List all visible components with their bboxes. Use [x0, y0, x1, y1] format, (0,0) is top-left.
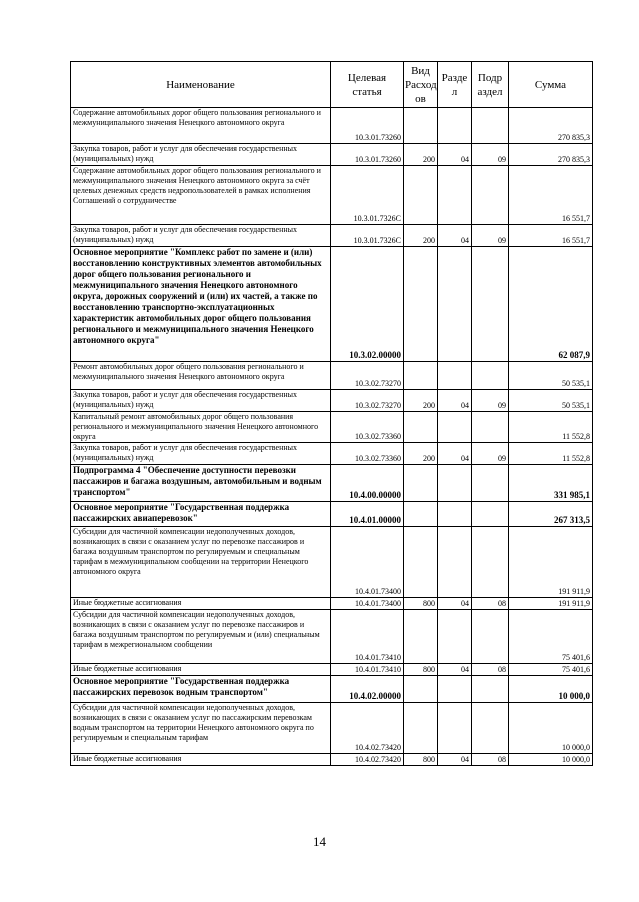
table-row [71, 754, 593, 766]
row-section [438, 166, 472, 225]
row-section: 04 [438, 390, 472, 412]
table-row [71, 527, 593, 598]
row-expense-type: 800 [404, 598, 438, 610]
row-name: Содержание автомобильных дорог общего пользования регионального и межмуниципального значения Ненецкого автономного округа за счёт целевых денежных средств недропользователей в рамках исполнения Соглашений о сотрудничестве [71, 166, 331, 225]
row-expense-type [404, 166, 438, 225]
table-row [71, 144, 593, 166]
row-name: Иные бюджетные ассигнования [71, 598, 331, 610]
row-name: Субсидии для частичной компенсации недополученных доходов, возникающих в связи с оказанием услуг по перевозке пассажиров и багажа воздушным транспортом по регулируемым и (или) специальным тарифам в межрегиональном сообщении [71, 610, 331, 664]
table-row [71, 166, 593, 225]
row-amount: 331 985,1 [509, 465, 593, 502]
row-amount: 75 401,6 [509, 664, 593, 676]
row-target: 10.4.01.73410 [331, 664, 404, 676]
table-row [71, 598, 593, 610]
row-section: 04 [438, 598, 472, 610]
row-target: 10.4.00.00000 [331, 465, 404, 502]
row-section: 04 [438, 443, 472, 465]
row-subsection [472, 108, 509, 144]
row-section [438, 527, 472, 598]
row-expense-type [404, 247, 438, 362]
row-expense-type [404, 676, 438, 703]
row-target: 10.4.01.00000 [331, 502, 404, 527]
row-target: 10.4.01.73410 [331, 610, 404, 664]
row-section [438, 362, 472, 390]
row-name: Закупка товаров, работ и услуг для обеспечения государственных (муниципальных) нужд [71, 144, 331, 166]
row-expense-type: 200 [404, 144, 438, 166]
row-target: 10.4.02.73420 [331, 703, 404, 754]
row-amount: 16 551,7 [509, 166, 593, 225]
table-row [71, 610, 593, 664]
table-row [71, 443, 593, 465]
row-expense-type: 800 [404, 664, 438, 676]
row-expense-type [404, 465, 438, 502]
row-subsection [472, 527, 509, 598]
row-subsection [472, 502, 509, 527]
row-expense-type [404, 527, 438, 598]
row-subsection [472, 412, 509, 443]
row-section: 04 [438, 225, 472, 247]
row-subsection: 08 [472, 598, 509, 610]
row-amount: 10 000,0 [509, 703, 593, 754]
row-amount: 10 000,0 [509, 676, 593, 703]
row-section [438, 465, 472, 502]
row-name: Закупка товаров, работ и услуг для обеспечения государственных (муниципальных) нужд [71, 390, 331, 412]
row-target: 10.4.02.00000 [331, 676, 404, 703]
row-expense-type [404, 502, 438, 527]
row-target: 10.3.01.7326С [331, 166, 404, 225]
row-name: Содержание автомобильных дорог общего пользования регионального и межмуниципального значения Ненецкого автономного округа [71, 108, 331, 144]
row-expense-type [404, 610, 438, 664]
row-section [438, 610, 472, 664]
table-row [71, 247, 593, 362]
row-target: 10.4.01.73400 [331, 598, 404, 610]
row-subsection [472, 610, 509, 664]
row-subsection: 09 [472, 443, 509, 465]
table-body [71, 108, 593, 766]
row-subsection: 09 [472, 225, 509, 247]
row-target: 10.3.02.73360 [331, 443, 404, 465]
row-name: Субсидии для частичной компенсации недополученных доходов, возникающих в связи с оказанием услуг по пассажирским перевозкам водным транспортом на территории Ненецкого автономного округа по регулируемым и специальным тарифам [71, 703, 331, 754]
header-target: Целевая статья [331, 62, 404, 108]
row-section: 04 [438, 664, 472, 676]
row-subsection: 09 [472, 390, 509, 412]
table-row [71, 465, 593, 502]
row-expense-type [404, 362, 438, 390]
table-row [71, 390, 593, 412]
row-section: 04 [438, 144, 472, 166]
row-section [438, 676, 472, 703]
row-subsection [472, 166, 509, 225]
row-target: 10.3.02.73270 [331, 390, 404, 412]
row-expense-type: 200 [404, 390, 438, 412]
row-target: 10.3.01.73260 [331, 108, 404, 144]
row-expense-type: 200 [404, 443, 438, 465]
table-header-row [71, 62, 593, 108]
row-subsection [472, 676, 509, 703]
row-subsection: 09 [472, 144, 509, 166]
row-name: Основное мероприятие "Государственная поддержка пассажирских перевозок водным транспортом" [71, 676, 331, 703]
row-name: Капитальный ремонт автомобильных дорог общего пользования регионального и межмуниципального значения Ненецкого автономного округа [71, 412, 331, 443]
row-expense-type [404, 412, 438, 443]
row-target: 10.3.02.73270 [331, 362, 404, 390]
page-number: 14 [313, 834, 326, 849]
budget-table [70, 61, 593, 766]
row-section [438, 412, 472, 443]
row-expense-type: 200 [404, 225, 438, 247]
row-name: Закупка товаров, работ и услуг для обеспечения государственных (муниципальных) нужд [71, 225, 331, 247]
row-subsection: 08 [472, 754, 509, 766]
row-name: Подпрограмма 4 "Обеспечение доступности перевозки пассажиров и багажа воздушным, автомобильным и водным транспортом" [71, 465, 331, 502]
table-row [71, 108, 593, 144]
row-amount: 270 835,3 [509, 144, 593, 166]
row-name: Основное мероприятие "Государственная поддержка пассажирских авиаперевозок" [71, 502, 331, 527]
row-amount: 191 911,9 [509, 598, 593, 610]
row-amount: 11 552,8 [509, 412, 593, 443]
table-row [71, 664, 593, 676]
table-row [71, 362, 593, 390]
row-section [438, 247, 472, 362]
row-name: Основное мероприятие "Комплекс работ по замене и (или) восстановлению конструктивных элементов автомобильных дорог общего пользования регионального и межмуниципального значения Ненецкого автономного округа, дорожных сооружений и (или) их частей, а также по восстановлению транспортно-эксплуатационных характеристик автомобильных дорог общего пользования регионального и межмуниципального значения Ненецкого автономного округа" [71, 247, 331, 362]
row-name: Иные бюджетные ассигнования [71, 754, 331, 766]
row-target: 10.3.02.00000 [331, 247, 404, 362]
header-name: Наименование [71, 62, 331, 108]
row-target: 10.4.01.73400 [331, 527, 404, 598]
row-section [438, 703, 472, 754]
table-row [71, 225, 593, 247]
row-subsection [472, 465, 509, 502]
header-expense-type: Вид Расход ов [404, 62, 438, 108]
row-name: Иные бюджетные ассигнования [71, 664, 331, 676]
row-amount: 50 535,1 [509, 362, 593, 390]
row-expense-type: 800 [404, 754, 438, 766]
row-target: 10.3.01.7326С [331, 225, 404, 247]
row-amount: 16 551,7 [509, 225, 593, 247]
row-section: 04 [438, 754, 472, 766]
header-subsection: Подр аздел [472, 62, 509, 108]
table-row [71, 703, 593, 754]
row-amount: 10 000,0 [509, 754, 593, 766]
row-amount: 50 535,1 [509, 390, 593, 412]
table-row [71, 676, 593, 703]
row-section [438, 108, 472, 144]
row-amount: 75 401,6 [509, 610, 593, 664]
table-row [71, 502, 593, 527]
row-name: Ремонт автомобильных дорог общего пользования регионального и межмуниципального значения Ненецкого автономного округа [71, 362, 331, 390]
row-subsection: 08 [472, 664, 509, 676]
row-target: 10.3.02.73360 [331, 412, 404, 443]
row-amount: 191 911,9 [509, 527, 593, 598]
row-subsection [472, 703, 509, 754]
row-name: Закупка товаров, работ и услуг для обеспечения государственных (муниципальных) нужд [71, 443, 331, 465]
header-amount: Сумма [509, 62, 593, 108]
row-subsection [472, 247, 509, 362]
table-row [71, 412, 593, 443]
row-expense-type [404, 703, 438, 754]
row-target: 10.4.02.73420 [331, 754, 404, 766]
row-section [438, 502, 472, 527]
row-expense-type [404, 108, 438, 144]
row-name: Субсидии для частичной компенсации недополученных доходов, возникающих в связи с оказанием услуг по перевозке пассажиров и багажа воздушным транспортом по регулируемым и специальным тарифам в межмуниципальном сообщении на территории Ненецкого автономного округа [71, 527, 331, 598]
row-target: 10.3.01.73260 [331, 144, 404, 166]
row-amount: 62 087,9 [509, 247, 593, 362]
row-amount: 270 835,3 [509, 108, 593, 144]
header-section: Разде л [438, 62, 472, 108]
row-amount: 11 552,8 [509, 443, 593, 465]
row-subsection [472, 362, 509, 390]
row-amount: 267 313,5 [509, 502, 593, 527]
